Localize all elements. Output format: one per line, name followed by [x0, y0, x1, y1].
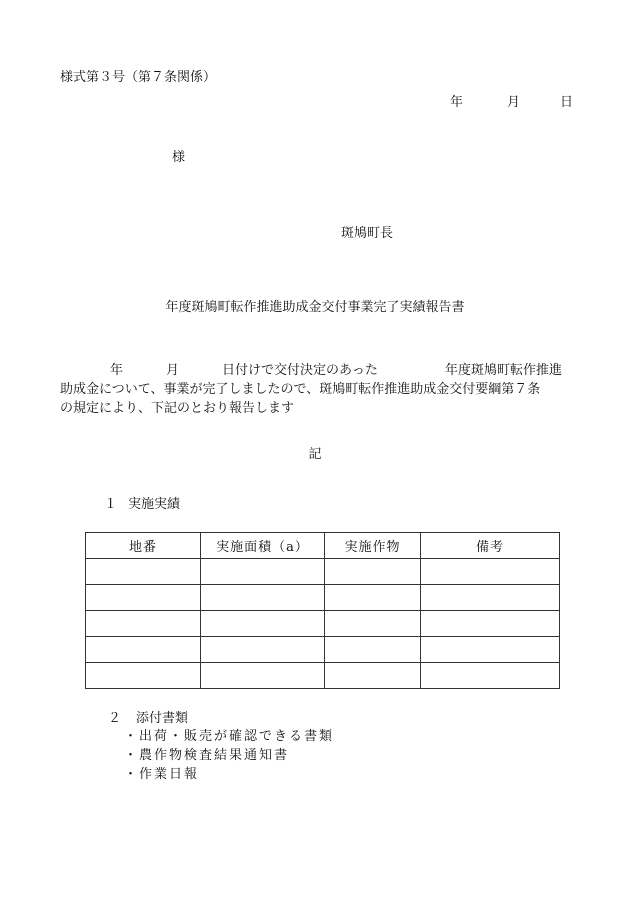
issuer: 斑鳩町長 — [341, 226, 394, 241]
table-row — [86, 663, 560, 689]
table-cell[interactable] — [201, 663, 325, 689]
table-cell[interactable] — [325, 559, 421, 585]
table-row — [86, 559, 560, 585]
body-line-2: 助成金について、事業が完了しましたので、斑鳩町転作推進助成金交付要綱第７条 — [60, 382, 541, 397]
table-cell[interactable] — [201, 611, 325, 637]
header-remarks: 備考 — [421, 533, 560, 559]
section-1-title: 実施実績 — [128, 497, 181, 512]
table-cell[interactable] — [421, 663, 560, 689]
header-crop: 実施作物 — [325, 533, 421, 559]
addressee-suffix: 様 — [172, 150, 186, 165]
table-row — [86, 611, 560, 637]
body-line-1 — [60, 363, 575, 379]
table-cell[interactable] — [86, 559, 201, 585]
table-cell[interactable] — [201, 585, 325, 611]
document-title: 年度斑鳩町転作推進助成金交付事業完了実績報告書 — [165, 300, 465, 315]
table-cell[interactable] — [201, 637, 325, 663]
results-table — [85, 532, 560, 689]
table-cell[interactable] — [421, 637, 560, 663]
body-line-3: の規定により、下記のとおり報告します — [60, 401, 295, 416]
date-year-label: 年 — [450, 95, 464, 110]
attachment-item: ・出荷・販売が確認できる書類 — [124, 729, 335, 744]
table-cell[interactable] — [201, 559, 325, 585]
table-cell[interactable] — [421, 585, 560, 611]
header-lot-number: 地番 — [86, 533, 201, 559]
section-2-number: ２ — [108, 711, 122, 726]
body-line1-end: 年度斑鳩町転作推進 — [445, 363, 563, 378]
table-cell[interactable] — [421, 611, 560, 637]
table-row — [86, 585, 560, 611]
body-month-label: 月 — [166, 363, 180, 378]
header-area: 実施面積（a） — [201, 533, 325, 559]
table-cell[interactable] — [325, 637, 421, 663]
table-row — [86, 637, 560, 663]
section-1-number: １ — [104, 497, 118, 512]
table-cell[interactable] — [86, 663, 201, 689]
attachment-item: ・作業日報 — [124, 767, 200, 782]
section-2-title: 添付書類 — [136, 711, 189, 726]
table-cell[interactable] — [86, 637, 201, 663]
section-2-heading — [108, 711, 188, 727]
attachment-item: ・農作物検査結果通知書 — [124, 748, 290, 763]
date-day-label: 日 — [560, 95, 574, 110]
table-cell[interactable] — [86, 611, 201, 637]
table-cell[interactable] — [325, 663, 421, 689]
body-decision-text: 日付けで交付決定のあった — [222, 363, 378, 378]
table-cell[interactable] — [86, 585, 201, 611]
section-1-heading — [104, 497, 180, 513]
table-header-row — [86, 533, 560, 559]
form-number: 様式第３号（第７条関係） — [60, 70, 217, 85]
table-cell[interactable] — [325, 611, 421, 637]
date-month-label: 月 — [507, 95, 521, 110]
body-year-label: 年 — [110, 363, 124, 378]
table-cell[interactable] — [325, 585, 421, 611]
table-cell[interactable] — [421, 559, 560, 585]
ki-heading: 記 — [308, 447, 322, 462]
